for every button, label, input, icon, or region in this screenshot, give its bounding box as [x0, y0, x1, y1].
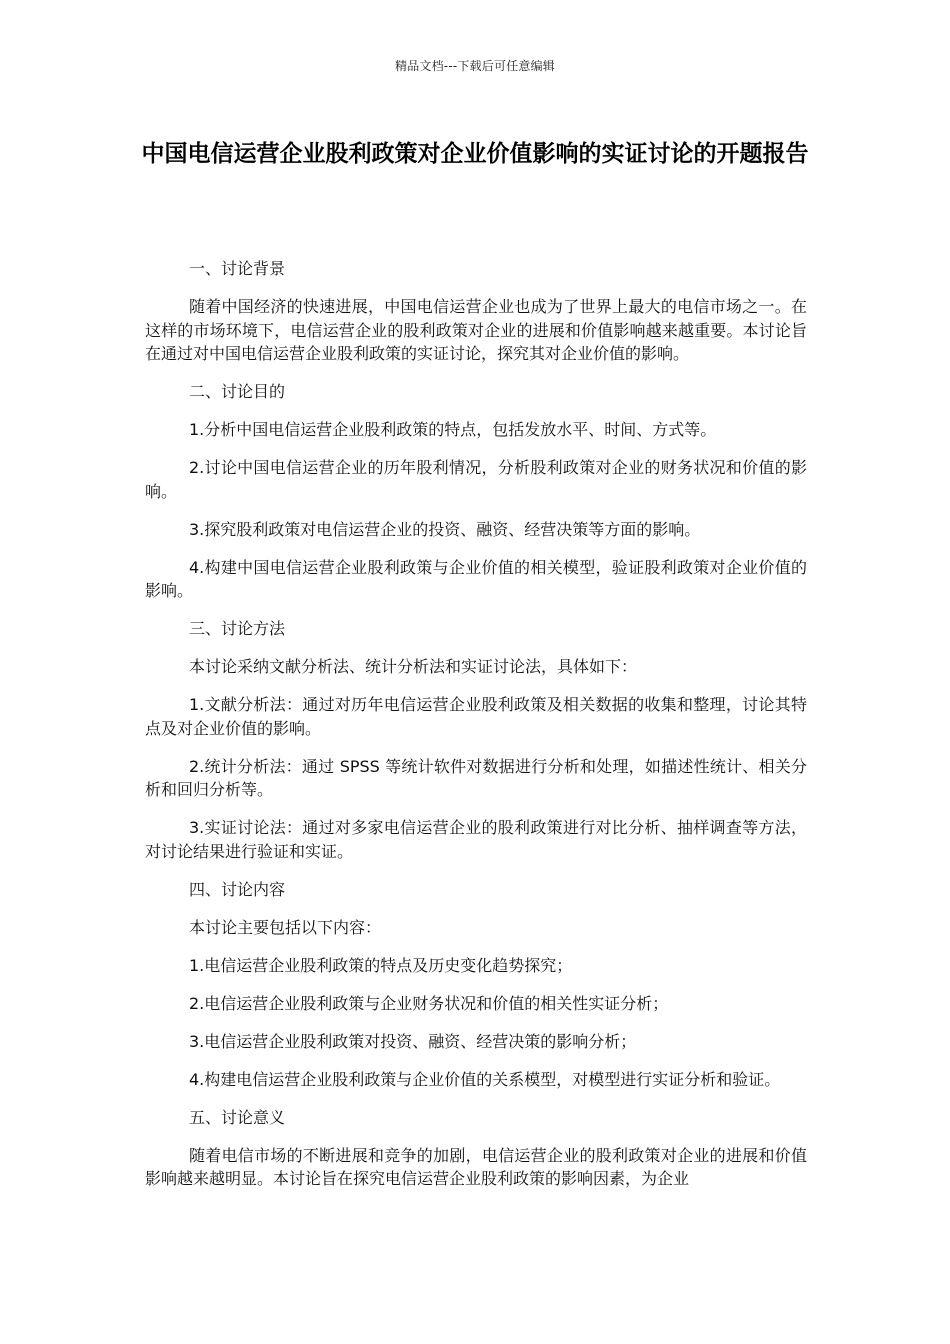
header-note: 精品文档---下载后可任意编辑 [395, 59, 555, 73]
list-item-purpose-3: 3.探究股利政策对电信运营企业的投资、融资、经营决策等方面的影响。 [189, 519, 701, 539]
list-item-method-3: 3.实证讨论法：通过对多家电信运营企业的股利政策进行对比分析、抽样调查等方法，对讨论结果进行验证和实证。 [145, 818, 807, 861]
list-item-content-1: 1.电信运营企业股利政策的特点及历史变化趋势探究； [189, 955, 573, 975]
list-item-method-2: 2.统计分析法：通过 SPSS 等统计软件对数据进行分析和处理，如描述性统计、相关分析和回归分析等。 [145, 756, 807, 799]
section-heading-content: 四、讨论内容 [189, 879, 286, 899]
list-item-content-4: 4.构建电信运营企业股利政策与企业价值的关系模型，对模型进行实证分析和验证。 [189, 1069, 781, 1089]
paragraph-content-intro: 本讨论主要包括以下内容： [189, 917, 382, 937]
list-item-content-2: 2.电信运营企业股利政策与企业财务状况和价值的相关性实证分析； [189, 993, 669, 1013]
list-item-purpose-1: 1.分析中国电信运营企业股利政策的特点，包括发放水平、时间、方式等。 [189, 420, 717, 439]
list-item-purpose-2: 2.讨论中国电信运营企业的历年股利情况，分析股利政策对企业的财务状况和价值的影响。 [145, 458, 807, 501]
section-heading-method: 三、讨论方法 [189, 619, 286, 638]
section-heading-significance: 五、讨论意义 [189, 1107, 286, 1127]
section-heading-purpose: 二、讨论目的 [189, 382, 286, 401]
list-item-method-1: 1.文献分析法：通过对历年电信运营企业股利政策及相关数据的收集和整理，讨论其特点及对企业价值的影响。 [145, 695, 807, 738]
paragraph-significance: 随着电信市场的不断进展和竞争的加剧，电信运营企业的股利政策对企业的进展和价值影响越来越明显。本讨论旨在探究电信运营企业股利政策的影响因素，为企业 [145, 1145, 807, 1188]
list-item-content-3: 3.电信运营企业股利政策对投资、融资、经营决策的影响分析； [189, 1031, 637, 1051]
document-title: 中国电信运营企业股利政策对企业价值影响的实证讨论的开题报告 [141, 141, 809, 167]
paragraph-method-intro: 本讨论采纳文献分析法、统计分析法和实证讨论法，具体如下： [189, 657, 638, 676]
document-body [145, 257, 807, 1205]
section-heading-background: 一、讨论背景 [189, 259, 286, 278]
list-item-purpose-4: 4.构建中国电信运营企业股利政策与企业价值的相关模型，验证股利政策对企业价值的影响。 [145, 557, 807, 600]
paragraph-background: 随着中国经济的快速进展，中国电信运营企业也成为了世界上最大的电信市场之一。在这样的市场环境下，电信运营企业的股利政策对企业的进展和价值影响越来越重要。本讨论旨在通过对中国电信运营企业股利政策的实证讨论，探究其对企业价值的影响。 [145, 297, 807, 363]
